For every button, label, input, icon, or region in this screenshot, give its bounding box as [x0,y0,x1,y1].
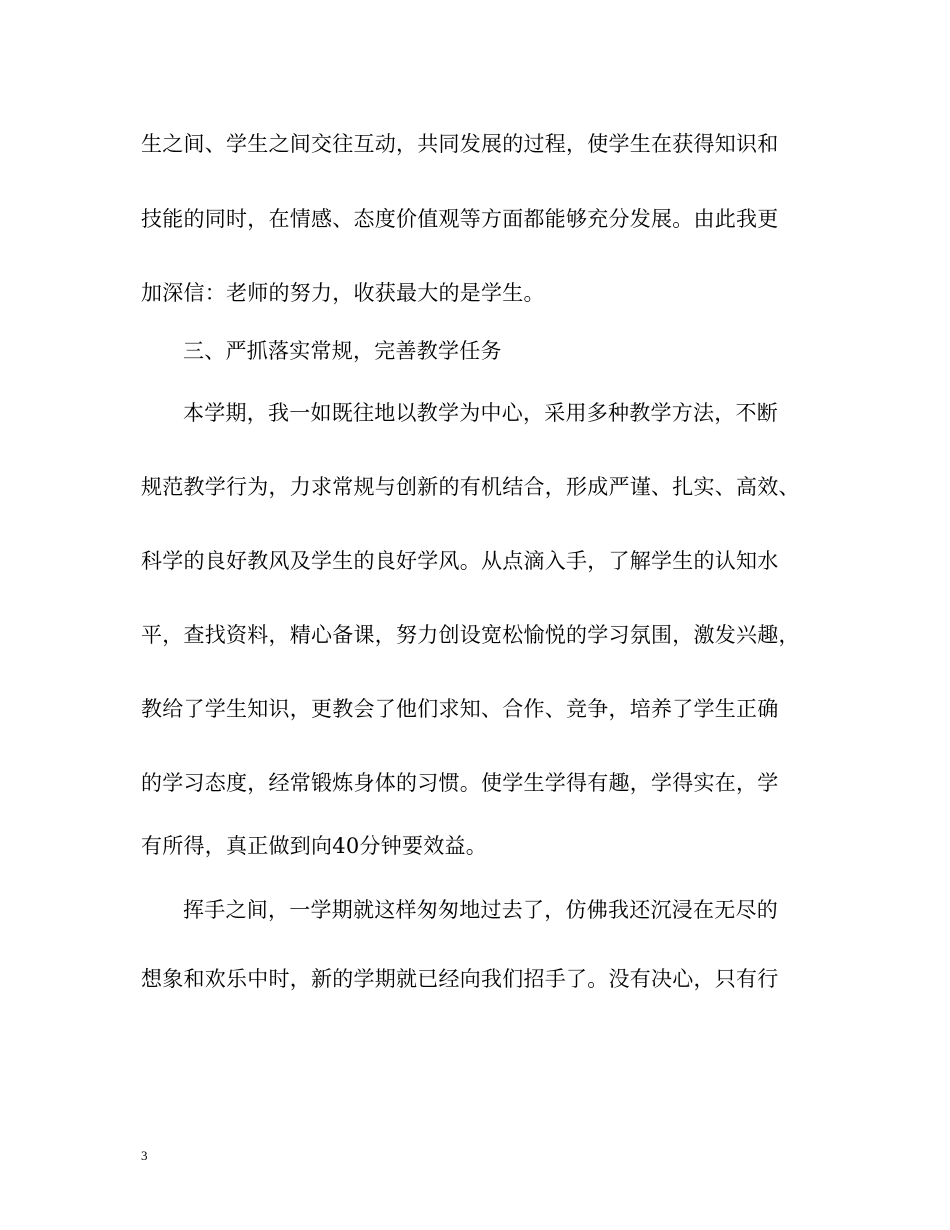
body-line-1: 生之间、学生之间交往互动，共同发展的过程，使学生在获得知识和 [141,132,779,156]
body-line-10: 的学习态度，经常锻炼身体的习惯。使学生学得有趣，学得实在，学 [141,771,779,795]
body-line-3: 加深信：老师的努力，收获最大的是学生。 [141,281,545,305]
body-line-6: 规范教学行为，力求常规与创新的有机结合，形成严谨、扎实、高效、 [141,475,800,499]
body-line-2: 技能的同时，在情感、态度价值观等方面都能够充分发展。由此我更 [141,207,779,231]
body-line-12: 挥手之间，一学期就这样匆匆地过去了，仿佛我还沉浸在无尽的 [183,898,778,922]
body-line-11: 有所得，真正做到向40分钟要效益。 [141,834,487,858]
section-heading: 三、严抓落实常规，完善教学任务 [183,339,502,363]
body-line-8: 平，查找资料，精心备课，努力创设宽松愉悦的学习氛围，激发兴趣， [141,623,800,647]
body-line-13: 想象和欢乐中时，新的学期就已经向我们招手了。没有决心，只有行 [141,967,779,991]
body-line-5: 本学期，我一如既往地以教学为中心，采用多种教学方法，不断 [183,401,778,425]
body-line-7: 科学的良好教风及学生的良好学风。从点滴入手，了解学生的认知水 [141,549,779,573]
page-number: 3 [141,1148,148,1163]
body-line-9: 教给了学生知识，更教会了他们求知、合作、竞争，培养了学生正确 [141,697,779,721]
